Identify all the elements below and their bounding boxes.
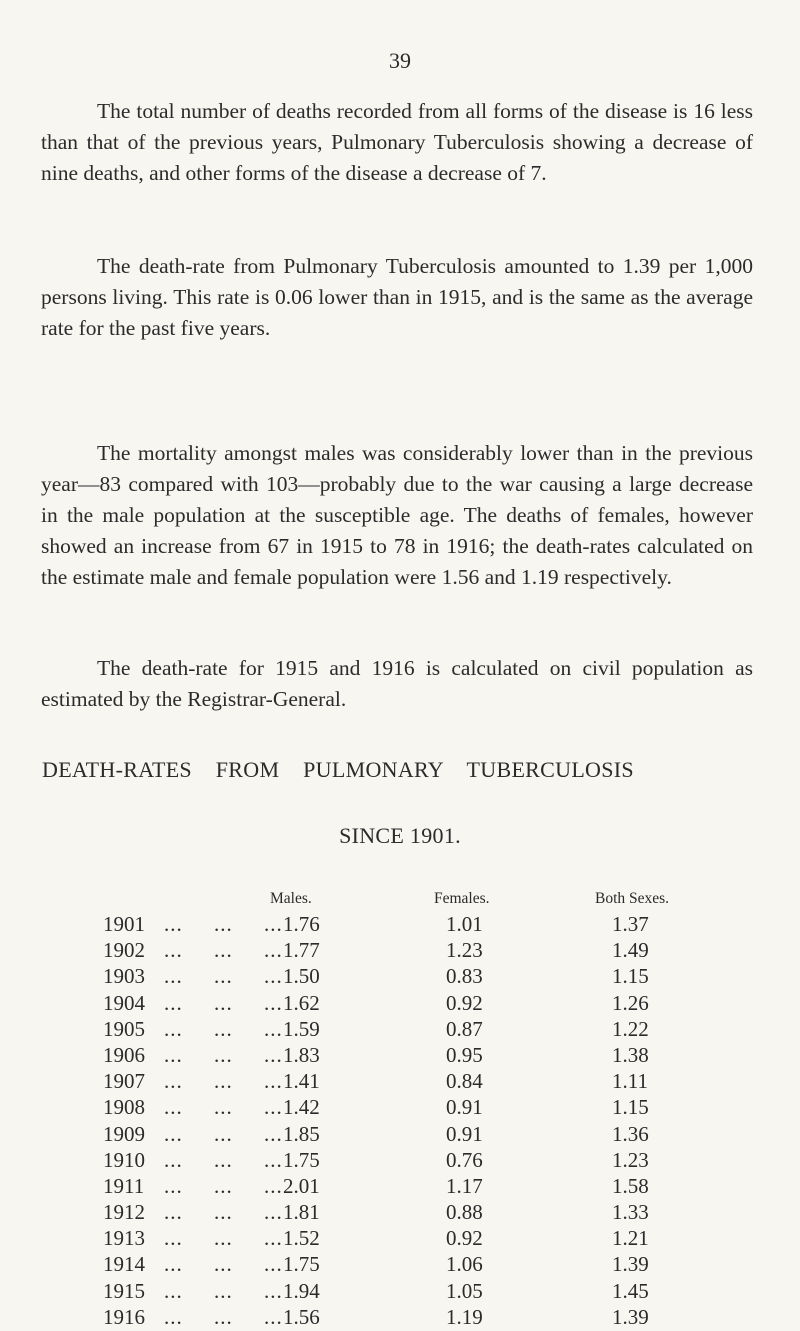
row-both-sexes-rate: 1.39 <box>612 1252 649 1277</box>
row-year: 1901 <box>103 912 145 936</box>
row-males-rate: 1.76 <box>283 912 320 936</box>
column-header-females: Females. <box>434 890 490 907</box>
row-females-rate: 1.19 <box>446 1304 483 1329</box>
row-males-rate: 1.83 <box>283 1042 320 1067</box>
row-males-rate: 1.77 <box>283 938 320 963</box>
row-females-rate: 0.91 <box>446 1095 483 1120</box>
column-header-both-sexes: Both Sexes. <box>595 890 670 907</box>
row-both-sexes-rate: 1.26 <box>612 990 649 1015</box>
table-row <box>0 964 800 990</box>
row-males-rate: 1.62 <box>283 990 320 1015</box>
row-males-rate: 1.75 <box>283 1252 320 1277</box>
table-row <box>0 1200 800 1226</box>
paragraph-mortality-males-females: The mortality amongst males was considerably lower than in the previous year—83 compared with 103—probably due to the war causing a large decrease in the male population at the susceptible age. The deaths of females, however showed an increase from 67 in 1915 to 78 in 1916; the death-rates calculated on the estimate male and female population were 1.56 and 1.19 respectively. <box>41 441 753 589</box>
row-females-rate: 1.06 <box>446 1252 483 1277</box>
row-males-rate: 2.01 <box>283 1173 320 1198</box>
row-males-rate: 1.56 <box>283 1304 320 1329</box>
row-leader-dots: ... ... ... <box>164 1069 283 1094</box>
row-both-sexes-rate: 1.58 <box>612 1173 649 1198</box>
row-leader-dots: ... ... ... <box>164 1200 283 1225</box>
row-both-sexes-rate: 1.36 <box>612 1121 649 1146</box>
row-leader-dots: ... ... ... <box>164 1147 283 1172</box>
table-subtitle: SINCE 1901. <box>339 823 461 848</box>
row-females-rate: 1.23 <box>446 938 483 963</box>
row-females-rate: 0.76 <box>446 1147 483 1172</box>
row-females-rate: 0.91 <box>446 1121 483 1146</box>
row-both-sexes-rate: 1.22 <box>612 1016 649 1041</box>
table-row <box>0 938 800 964</box>
row-both-sexes-rate: 1.38 <box>612 1042 649 1067</box>
row-leader-dots: ... ... ... <box>164 1173 283 1198</box>
row-females-rate: 0.95 <box>446 1042 483 1067</box>
paragraph-total-deaths: The total number of deaths recorded from all forms of the disease is 16 less than that of the previous years, Pulmonary Tuberculosis showing a decrease of nine deaths, and other forms of the disease a decrease of 7. <box>41 99 753 185</box>
row-both-sexes-rate: 1.49 <box>612 938 649 963</box>
table-row <box>0 1043 800 1069</box>
row-males-rate: 1.59 <box>283 1016 320 1041</box>
table-row <box>0 991 800 1017</box>
row-leader-dots: ... ... ... <box>164 990 283 1015</box>
row-leader-dots: ... ... ... <box>164 1226 283 1251</box>
row-both-sexes-rate: 1.11 <box>612 1069 648 1094</box>
row-both-sexes-rate: 1.39 <box>612 1304 649 1329</box>
row-males-rate: 1.50 <box>283 964 320 989</box>
row-year: 1912 <box>103 1200 145 1225</box>
row-year: 1907 <box>103 1069 145 1094</box>
row-leader-dots: ... ... ... <box>164 1042 283 1067</box>
row-females-rate: 0.83 <box>446 964 483 989</box>
table-row <box>0 1226 800 1252</box>
row-females-rate: 0.92 <box>446 1226 483 1251</box>
table-row <box>0 1252 800 1278</box>
row-females-rate: 1.01 <box>446 912 483 936</box>
row-males-rate: 1.75 <box>283 1147 320 1172</box>
row-year: 1908 <box>103 1095 145 1120</box>
row-year: 1914 <box>103 1252 145 1277</box>
row-females-rate: 1.17 <box>446 1173 483 1198</box>
row-females-rate: 0.88 <box>446 1200 483 1225</box>
row-females-rate: 0.92 <box>446 990 483 1015</box>
row-year: 1904 <box>103 990 145 1015</box>
paragraph-civil-population: The death-rate for 1915 and 1916 is calculated on civil population as estimated by the Registrar-General. <box>41 656 753 711</box>
row-year: 1903 <box>103 964 145 989</box>
row-year: 1905 <box>103 1016 145 1041</box>
row-year: 1916 <box>103 1304 145 1329</box>
row-males-rate: 1.42 <box>283 1095 320 1120</box>
row-leader-dots: ... ... ... <box>164 1252 283 1277</box>
row-year: 1910 <box>103 1147 145 1172</box>
page-number: 39 <box>389 48 411 73</box>
table-row <box>0 1174 800 1200</box>
column-header-males: Males. <box>270 890 312 907</box>
row-leader-dots: ... ... ... <box>164 1304 283 1329</box>
row-leader-dots: ... ... ... <box>164 1278 283 1303</box>
row-both-sexes-rate: 1.37 <box>612 912 649 936</box>
table-row <box>0 1095 800 1121</box>
row-year: 1911 <box>103 1173 145 1198</box>
row-females-rate: 0.84 <box>446 1069 483 1094</box>
row-males-rate: 1.94 <box>283 1278 320 1303</box>
table-row <box>0 1305 800 1331</box>
row-year: 1909 <box>103 1121 145 1146</box>
table-title: DEATH-RATES FROM PULMONARY TUBERCULOSIS <box>42 757 634 782</box>
paragraph-death-rate: The death-rate from Pulmonary Tuberculosis amounted to 1.39 per 1,000 persons living. This rate is 0.06 lower than in 1915, and is the same as the average rate for the past five years. <box>41 254 753 340</box>
row-males-rate: 1.85 <box>283 1121 320 1146</box>
table-row <box>0 1069 800 1095</box>
row-males-rate: 1.52 <box>283 1226 320 1251</box>
death-rate-table <box>0 912 800 1331</box>
table-row <box>0 1122 800 1148</box>
row-both-sexes-rate: 1.23 <box>612 1147 649 1172</box>
row-leader-dots: ... ... ... <box>164 912 283 936</box>
table-row <box>0 1148 800 1174</box>
row-year: 1913 <box>103 1226 145 1251</box>
row-year: 1902 <box>103 938 145 963</box>
row-leader-dots: ... ... ... <box>164 938 283 963</box>
table-row <box>0 1017 800 1043</box>
row-year: 1915 <box>103 1278 145 1303</box>
row-females-rate: 1.05 <box>446 1278 483 1303</box>
row-both-sexes-rate: 1.21 <box>612 1226 649 1251</box>
row-females-rate: 0.87 <box>446 1016 483 1041</box>
row-both-sexes-rate: 1.33 <box>612 1200 649 1225</box>
row-leader-dots: ... ... ... <box>164 1095 283 1120</box>
row-leader-dots: ... ... ... <box>164 1121 283 1146</box>
row-both-sexes-rate: 1.15 <box>612 964 649 989</box>
row-both-sexes-rate: 1.45 <box>612 1278 649 1303</box>
table-row <box>0 912 800 938</box>
row-males-rate: 1.41 <box>283 1069 320 1094</box>
row-both-sexes-rate: 1.15 <box>612 1095 649 1120</box>
row-leader-dots: ... ... ... <box>164 1016 283 1041</box>
row-leader-dots: ... ... ... <box>164 964 283 989</box>
row-year: 1906 <box>103 1042 145 1067</box>
table-row <box>0 1279 800 1305</box>
row-males-rate: 1.81 <box>283 1200 320 1225</box>
